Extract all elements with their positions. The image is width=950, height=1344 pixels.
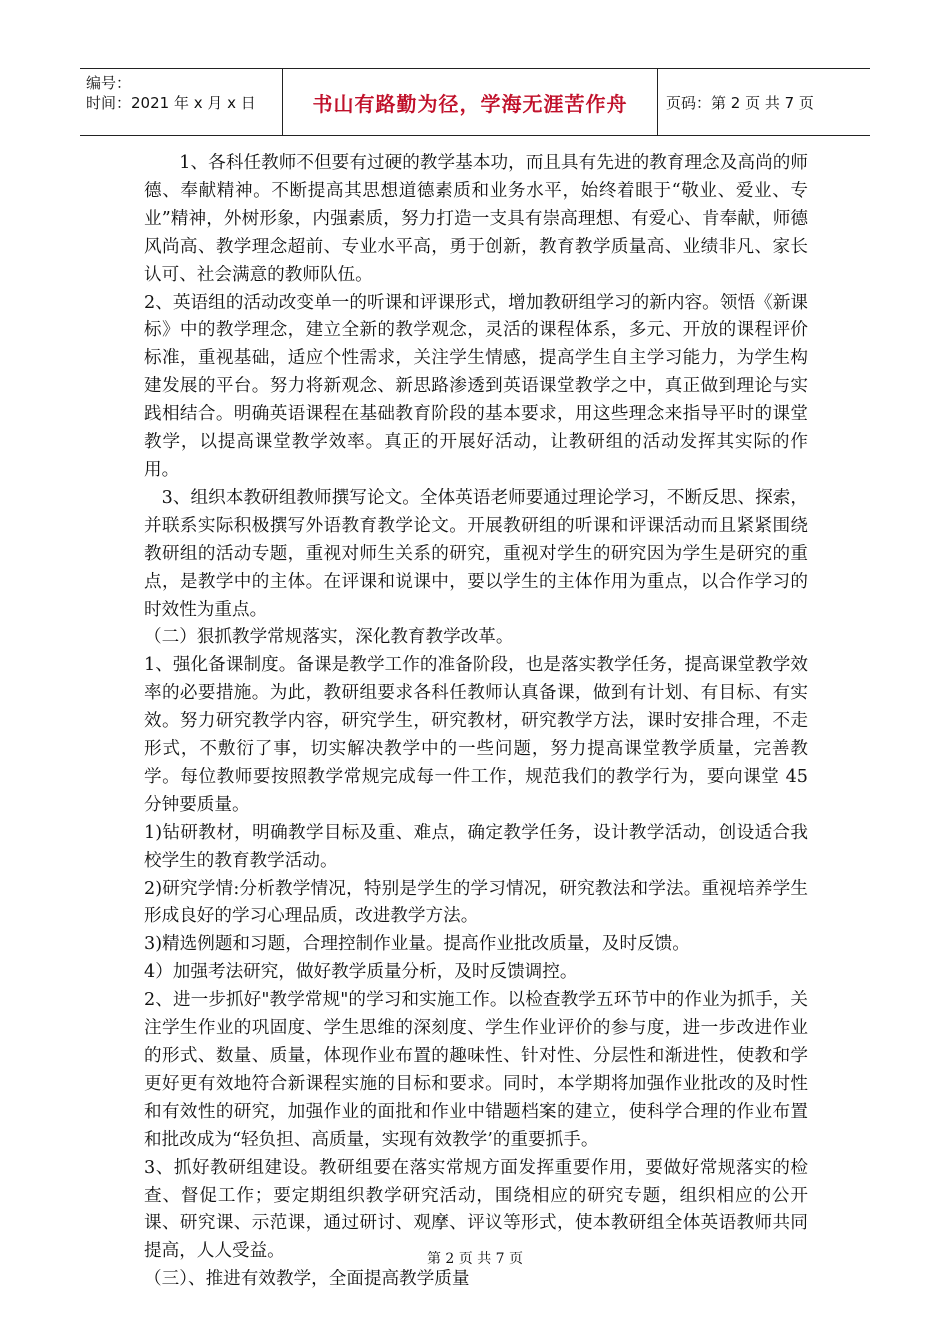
document-body: [144, 150, 808, 1294]
motto-text: 书山有路勤为径，学海无涯苦作舟: [312, 91, 628, 116]
paragraph: 1、各科任教师不但要有过硬的教学基本功，而且具有先进的教育理念及高尚的师德、奉献精神。不断提高其思想道德素质和业务水平，始终着眼于“敬业、爱业、专业”精神，外树形象，内强素质，努力打造一支具有崇高理想、有爱心、肯奉献，师德风尚高、教学理念超前、专业水平高，勇于创新，教育教学质量高、业绩非凡、家长认可、社会满意的教师队伍。: [144, 153, 808, 285]
paragraph: 3、组织本教研组教师撰写论文。全体英语老师要通过理论学习，不断反思、探索，并联系实际积极撰写外语教育教学论文。开展教研组的听课和评课活动而且紧紧围绕教研组的活动专题，重视对师生关系的研究，重视对学生的研究因为学生是研究的重点，是教学中的主体。在评课和说课中，要以学生的主体作用为重点，以合作学习的时效性为重点。: [144, 487, 808, 620]
header-motto-cell: [282, 69, 658, 135]
paragraph: 1、强化备课制度。备课是教学工作的准备阶段，也是落实教学任务，提高课堂教学效率的必要措施。为此，教研组要求各科任教师认真备课，做到有计划、有目标、有实效。努力研究教学内容，研究学生，研究教材，研究教学方法，课时安排合理，不走形式，不敷衍了事，切实解决教学中的一些问题，努力提高课堂教学质量，完善教学。每位教师要按照教学常规完成每一件工作，规范我们的教学行为，要向课堂 45 分钟要质量。: [144, 655, 808, 815]
page-header: [80, 68, 870, 136]
paragraph: 3、抓好教研组建设。教研组要在落实常规方面发挥重要作用，要做好常规落实的检查、督促工作；要定期组织教学研究活动，围绕相应的研究专题，组织相应的公开课、研究课、示范课，通过研讨、观摩、评议等形式，使本教研组全体英语教师共同提高，人人受益。: [144, 1157, 808, 1262]
number-label: 编号：: [86, 74, 132, 92]
paragraph: 2、进一步抓好"教学常规"的学习和实施工作。以检查教学五环节中的作业为抓手，关注学生作业的巩固度、学生思维的深刻度、学生作业评价的参与度，进一步改进作业的形式、数量、质量，体现作业布置的趣味性、针对性、分层性和渐进性，使教和学更好更有效地符合新课程实施的目标和要求。同时，本学期将加强作业批改的及时性和有效性的研究，加强作业的面批和作业中错题档案的建立，使科学合理的作业布置和批改成为“轻负担、高质量，实现有效教学’的重要抓手。: [144, 990, 808, 1150]
list-item: 1)钻研教材，明确教学目标及重、难点，确定教学任务，设计教学活动，创设适合我校学生的教育教学活动。: [144, 822, 808, 871]
list-item: 2)研究学情:分析教学情况，特别是学生的学习情况，研究教法和学法。重视培养学生形成良好的学习心理品质，改进教学方法。: [144, 878, 808, 927]
section-heading: （三）、推进有效教学，全面提高教学质量: [144, 1269, 470, 1290]
footer-page-number: 第 2 页 共 7 页: [426, 1251, 524, 1267]
paragraph: 2、英语组的活动改变单一的听课和评课形式，增加教研组学习的新内容。领悟《新课标》中的教学理念，建立全新的教学观念，灵活的课程体系，多元、开放的课程评价标准，重视基础，适应个性需求，关注学生情感，提高学生自主学习能力，为学生构建发展的平台。努力将新观念、新思路渗透到英语课堂教学之中，真正做到理论与实践相结合。明确英语课程在基础教育阶段的基本要求，用这些理念来指导平时的课堂教学，以提高课堂教学效率。真正的开展好活动，让教研组的活动发挥其实际的作用。: [144, 292, 808, 480]
header-page-cell: [658, 69, 870, 135]
time-label: 时间：2021 年 x 月 x 日: [86, 94, 256, 112]
page-footer: [0, 1248, 950, 1268]
header-meta-cell: [80, 69, 282, 135]
list-item: 3)精选例题和习题，合理控制作业量。提高作业批改质量，及时反馈。: [144, 934, 690, 955]
page-code: 页码：第 2 页 共 7 页: [666, 93, 814, 112]
section-heading: （二）狠抓教学常规落实，深化教育教学改革。: [144, 627, 514, 648]
list-item: 4）加强考法研究，做好教学质量分析，及时反馈调控。: [144, 962, 578, 983]
